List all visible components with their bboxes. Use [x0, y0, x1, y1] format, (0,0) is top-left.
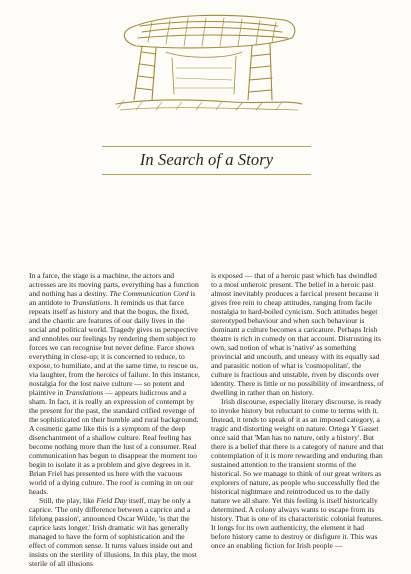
page-title: In Search of a Story	[139, 150, 274, 169]
text-column-left	[29, 271, 200, 568]
text-column-right	[211, 271, 384, 550]
paragraph: In a farce, the stage is a machine, the actors and actresses are its moving parts, everything has a function and nothing has a destiny. The Communication Cord is an antidote to Translations. It reminds us that farce repeats itself as history and that the bogus, the fixed, and the chaotic are features of our daily lives in the social and political world. Tragedy gives us perspective and ennobles our feelings by rendering them subject to forces we can recognise but never define. Farce shows everything in close-up; it is concerned to reduce, to expose, to humiliate, and at the same time, to rescue us, via laughter, from the heroics of failure. In this instance, nostalgia for the lost naive culture — so potent and plaintive in Translations — appears ludicrous and a sham. In fact, it is really an expression of contempt by the present for the past, the standard crified revenge of the sophisticated on their humble and rural background. A cosmetic game like this is a symptom of the deep disenchantment of a shallow culture. Real feeling has become nothing more than the lust of a consumer. Real communication has begun to disappear the moment too begin to isolate it as a problem and give degrees in it. Brian Friel has presented us here with the vacuous world of a dying culture. The roof is coming in on our heads.	[29, 271, 200, 496]
paragraph: Irish discourse, especially literary discourse, is ready to invoke history but reluctant to come to terms with it. Instead, it tends to speak of it as an imposed category, a tragic and distorting weight on nature. Ortega Y Gasset once said that 'Man has no nature, only a history'. But there is a belief that there is a category of nature and that contemplation of it is more rewarding and enduring than sustained attention to the transient storms of the historical. So we manage to think of our great writers as explorers of nature, as people who successfully fled the historical nightmare and reintroduced us to the daily nature we all share. Yet this feeling is itself historically determined. A colony always wants to escape from its history. That is one of its characteristic colonial features. It longs for its own authenticity, the element it had before history came to destroy or disfigure it. This was once an enabling fiction for Irish people —	[211, 397, 384, 550]
title-rule-bottom	[102, 174, 311, 175]
paragraph: is exposed — that of a heroic past which has dwindled to a most unheroic present. The belief in a heroic past almost inevitably produces a farcical present because it gives free rein to cheap attitudes, ranging from facile nostalgia to hard-boiled cynicism. Such attitudes beget stereotyped behaviour and when such behaviour is dominant a culture becomes a caricature. Perhaps Irish theatre is rich in comedy on that account. Distrusting its own, sad notion of what is 'native' as something provincial and uncouth, and uneasy with its equally sad and parasitic notion of what is 'cosmopolitan', the culture is fractious and unstable, riven by discords over identity. There is little or no possibility of inwardness, of dwelling in rather than on history.	[211, 271, 384, 397]
dolmen-sketch	[112, 8, 304, 116]
paragraph: Still, the play, like Field Day itself, may be only a caprice. 'The only difference between a caprice and a lifelong passion', announced Oscar Wilde, 'is that the caprice lasts longer.' Irish dramatic wit has generally managed to have the form of sophistication and the effect of common sense. It turns values inside out and insists on the sterility of illusions. In this play, the most sterile of all illusions	[29, 496, 197, 568]
